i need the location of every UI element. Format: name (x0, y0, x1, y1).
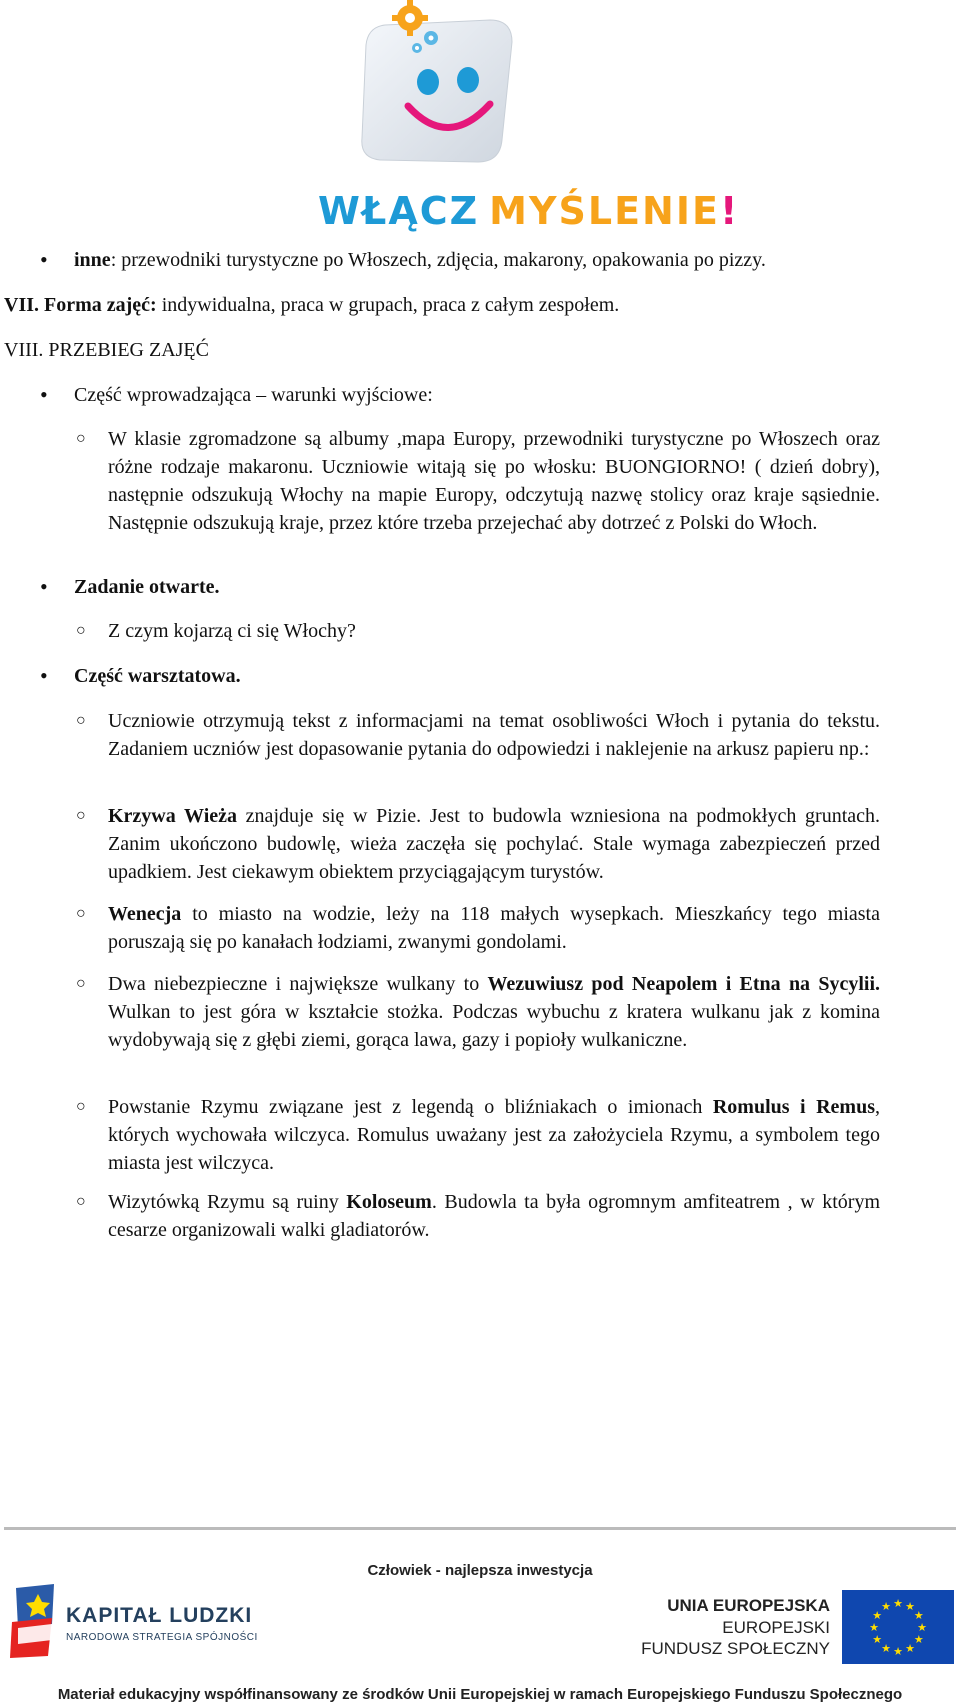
circle-bullet: ○ (76, 1193, 86, 1210)
volcanoes-paragraph: Dwa niebezpieczne i największe wulkany to Wezuwiusz pod Neapolem i Etna na Sycylii. Wulkan to jest góra w kształcie stożka. Podczas wybuchu z kratera wulkanu jak z komina wydobywają się z głębi ziemi, gorąca lawa, gazy i popioły wulkaniczne. (108, 973, 881, 1051)
gear-blue-icon (424, 31, 438, 45)
circle-bullet: ○ (76, 622, 86, 639)
bullet-dot: • (40, 247, 48, 272)
circle-bullet: ○ (76, 712, 86, 729)
section-vii: VII. Forma zajęć: indywidualna, praca w grupach, praca z całym zespołem. (4, 294, 620, 316)
footer-slogan: Człowiek - najlepsza inwestycja (367, 1562, 593, 1579)
eu-star: ★ (869, 1622, 879, 1634)
workshop-paragraph: Uczniowie otrzymują tekst z informacjami na temat osobliwości Włoch i pytania do tekstu. Zadaniem uczniów jest dopasowanie pytania do odpowiedzi i naklejenie na arkusz papieru np.: (108, 710, 880, 760)
eu-line1: UNIA EUROPEJSKA (667, 1596, 830, 1615)
eu-star: ★ (872, 1634, 883, 1646)
eu-star: ★ (905, 1601, 915, 1614)
eu-star: ★ (917, 1622, 927, 1634)
eu-star: ★ (893, 1598, 903, 1610)
venice-paragraph: Wenecja to miasto na wodzie, leży na 118 małych wysepkach. Mieszkańcy tego miasta poruszają się po kanałach łodziami, zwanymi gondolami. (108, 903, 880, 953)
intro-paragraph: W klasie zgromadzone są albumy ,mapa Europy, przewodniki turystyczne po Włoszech oraz różne rodzaje makaronu. Uczniowie witają się po włosku: BUONGIORNO! ( dzień dobry), następnie odszukują Włochy na mapie Europy, odczytują nazwę stolicy oraz kraje sąsiednie. Następnie odszukują kraje, przez które trzeba przejechać aby dotrzeć z Polski do Włoch. (108, 428, 880, 534)
eu-star: ★ (881, 1601, 891, 1614)
logo-wordmark: WŁĄCZ MYŚLENIE! (318, 189, 740, 233)
eu-star: ★ (913, 1610, 924, 1622)
smiley-eye-left (417, 69, 439, 95)
circle-bullet: ○ (76, 1098, 86, 1115)
smiley-eye-right (457, 67, 479, 93)
eu-star: ★ (872, 1610, 883, 1622)
colosseum-paragraph: Wizytówką Rzymu są ruiny Koloseum. Budowla ta była ogromnym amfiteatrem , w którym cesarze organizowali walki gladiatorów. (108, 1191, 880, 1241)
footer-divider (4, 1527, 956, 1530)
open-task-heading: Zadanie otwarte. (74, 576, 220, 598)
kapital-ludzki-emblem (8, 1582, 60, 1660)
section-viii-heading: VIII. PRZEBIEG ZAJĘĆ (4, 339, 209, 361)
eu-star: ★ (905, 1642, 915, 1655)
footer-note: Materiał edukacyjny współfinansowany ze środków Unii Europejskiej w ramach Europejskiego Funduszu Społecznego (57, 1686, 903, 1703)
eu-star: ★ (881, 1642, 891, 1655)
kl-subtitle: NARODOWA STRATEGIA SPÓJNOŚCI (66, 1632, 258, 1643)
eu-flag-icon (842, 1590, 954, 1664)
circle-bullet: ○ (76, 975, 86, 992)
intro-heading: Część wprowadzająca – warunki wyjściowe: (74, 384, 433, 406)
bullet-dot: • (40, 574, 48, 599)
circle-bullet: ○ (76, 430, 86, 447)
bullet-dot: • (40, 663, 48, 688)
eu-star: ★ (893, 1646, 903, 1658)
kl-title: KAPITAŁ LUDZKI (66, 1604, 253, 1627)
circle-bullet: ○ (76, 905, 86, 922)
eu-line3: FUNDUSZ SPOŁECZNY (641, 1639, 830, 1658)
gear-small-blue-icon (412, 43, 422, 53)
leaning-tower-paragraph: Krzywa Wieża znajduje się w Pizie. Jest to budowla wzniesiona na podmokłych gruntach. Zanim ukończono budowlę, wieża zaczęła się pochylać. Stale wymaga zabezpieczeń przed upadkiem. Jest ciekawym obiektem przyciągającym turystów. (108, 805, 880, 883)
bullet-dot: • (40, 382, 48, 407)
item-inne: inne: przewodniki turystyczne po Włoszech, zdjęcia, makarony, opakowania po pizzy. (74, 249, 766, 271)
eu-line2: EUROPEJSKI (722, 1618, 830, 1637)
workshop-heading: Część warsztatowa. (74, 665, 241, 687)
open-task-question: Z czym kojarzą ci się Włochy? (108, 620, 356, 642)
circle-bullet: ○ (76, 807, 86, 824)
rome-legend-paragraph: Powstanie Rzymu związane jest z legendą o bliźniakach o imionach Romulus i Remus, których wychowała wilczyca. Romulus uważany jest za założyciela Rzymu, a symbolem tego miasta jest wilczyca. (108, 1096, 880, 1174)
eu-star: ★ (913, 1634, 924, 1646)
